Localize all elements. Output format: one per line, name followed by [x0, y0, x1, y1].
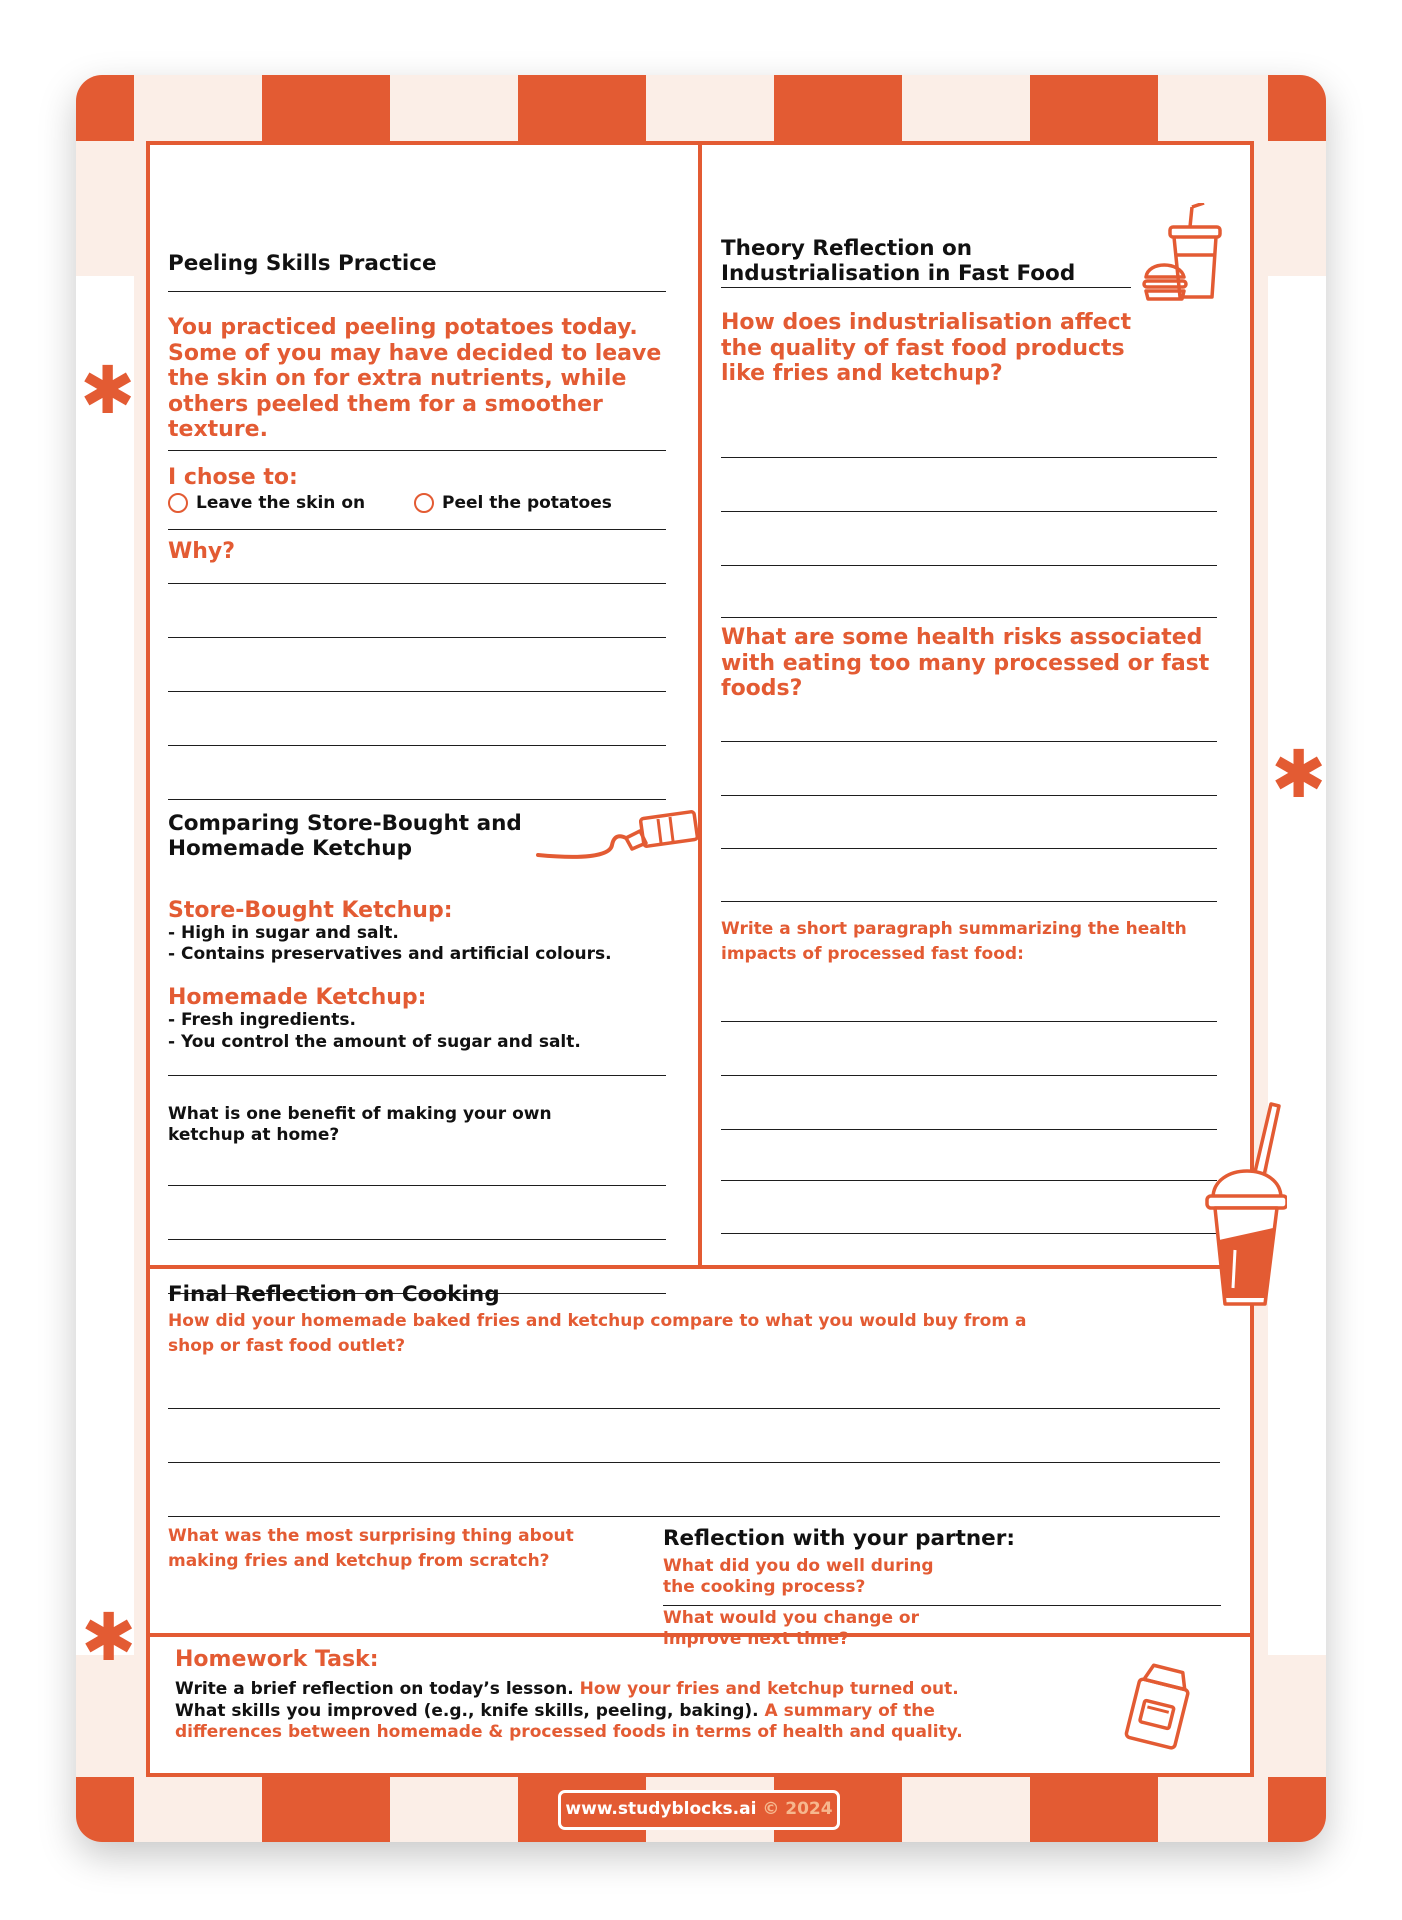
answer-line[interactable] — [168, 583, 666, 584]
paper-bag-icon — [1118, 1658, 1202, 1754]
store-heading: Store-Bought Ketchup: — [168, 898, 453, 923]
final-section-divider — [150, 1265, 1250, 1269]
chose-label: I chose to: — [168, 465, 298, 490]
star-icon: ✱ — [81, 1599, 137, 1676]
answer-line[interactable] — [168, 799, 666, 800]
answer-line[interactable] — [721, 901, 1217, 902]
answer-line[interactable] — [721, 1021, 1217, 1022]
answer-line[interactable] — [168, 1516, 1220, 1517]
final-question: How did your homemade baked fries and ketchup compare to what you would buy from a shop or fast food outlet? — [168, 1311, 1027, 1356]
store-point: - Contains preservatives and artificial colours. — [168, 944, 612, 964]
final-title: Final Reflection on Cooking — [168, 1282, 500, 1307]
partner-q2: What would you change or improve next time? — [663, 1608, 919, 1649]
answer-line[interactable] — [721, 741, 1217, 742]
theory-q2: What are some health risks associated with eating too many processed or fast foods? — [721, 625, 1210, 701]
answer-line[interactable] — [721, 565, 1217, 566]
answer-line[interactable] — [721, 617, 1217, 618]
partner-title: Reflection with your partner: — [663, 1526, 1015, 1551]
answer-line[interactable] — [721, 1233, 1217, 1234]
partner-q1: What did you do well during the cooking process? — [663, 1556, 934, 1597]
drink-burger-icon — [1140, 203, 1230, 309]
home-heading: Homemade Ketchup: — [168, 985, 427, 1010]
option-leave-skin-label: Leave the skin on — [196, 493, 366, 513]
ketchup-bottle-icon — [530, 805, 700, 865]
answer-line[interactable] — [721, 1129, 1217, 1130]
answer-line[interactable] — [168, 1408, 1220, 1409]
surprise-question: What was the most surprising thing about making fries and ketchup from scratch? — [168, 1526, 574, 1571]
theory-q1: How does industrialisation affect the quality of fast food products like fries and ketchup? — [721, 310, 1132, 386]
theory-title: Theory Reflection on Industrialisation in Fast Food — [721, 236, 1076, 286]
peeling-intro: You practiced peeling potatoes today. Some of you may have decided to leave the skin on for extra nutrients, while others peeled them for a smoother texture. — [168, 315, 662, 442]
answer-line[interactable] — [168, 1462, 1220, 1463]
ketchup-title: Comparing Store-Bought and Homemade Ketchup — [168, 811, 522, 861]
footer-year: © 2024 — [762, 1799, 833, 1819]
footer-badge[interactable] — [558, 1790, 840, 1830]
option-peel-label: Peel the potatoes — [442, 493, 612, 513]
homework-line-1: Write a brief reflection on today’s lesson. How your fries and ketchup turned out. — [175, 1679, 959, 1699]
star-icon: ✱ — [80, 352, 136, 429]
answer-line[interactable] — [721, 1180, 1217, 1181]
homework-line-3: differences between homemade & processed foods in terms of health and quality. — [175, 1722, 963, 1742]
answer-line[interactable] — [168, 1239, 666, 1240]
answer-line[interactable] — [168, 1185, 666, 1186]
answer-line[interactable] — [721, 1075, 1217, 1076]
star-icon: ✱ — [1271, 736, 1326, 813]
store-point: - High in sugar and salt. — [168, 923, 399, 943]
answer-line[interactable] — [721, 848, 1217, 849]
radio-icon[interactable] — [168, 493, 188, 513]
homework-title: Homework Task: — [175, 1647, 379, 1672]
worksheet-sheet — [76, 75, 1326, 1842]
answer-line[interactable] — [721, 795, 1217, 796]
soda-cup-icon — [1203, 1100, 1287, 1316]
option-peel[interactable] — [414, 493, 664, 514]
homework-line-2: What skills you improved (e.g., knife skills, peeling, baking). A summary of the — [175, 1701, 935, 1721]
answer-line[interactable] — [721, 511, 1217, 512]
checker-band-top — [76, 75, 1326, 141]
peeling-title: Peeling Skills Practice — [168, 251, 437, 276]
worksheet-card — [146, 141, 1254, 1777]
radio-icon[interactable] — [414, 493, 434, 513]
footer-url[interactable]: www.studyblocks.ai — [565, 1799, 757, 1819]
answer-line[interactable] — [168, 691, 666, 692]
option-leave-skin[interactable] — [168, 493, 408, 514]
why-label: Why? — [168, 539, 236, 564]
column-divider — [698, 145, 702, 1269]
benefit-question: What is one benefit of making your own ketchup at home? — [168, 1104, 552, 1145]
answer-line[interactable] — [721, 457, 1217, 458]
home-point: - Fresh ingredients. — [168, 1010, 356, 1030]
theory-q3: Write a short paragraph summarizing the health impacts of processed fast food: — [721, 919, 1187, 964]
answer-line[interactable] — [168, 637, 666, 638]
answer-line[interactable] — [168, 745, 666, 746]
checker-side-right — [1268, 141, 1326, 1777]
home-point: - You control the amount of sugar and salt. — [168, 1032, 581, 1052]
